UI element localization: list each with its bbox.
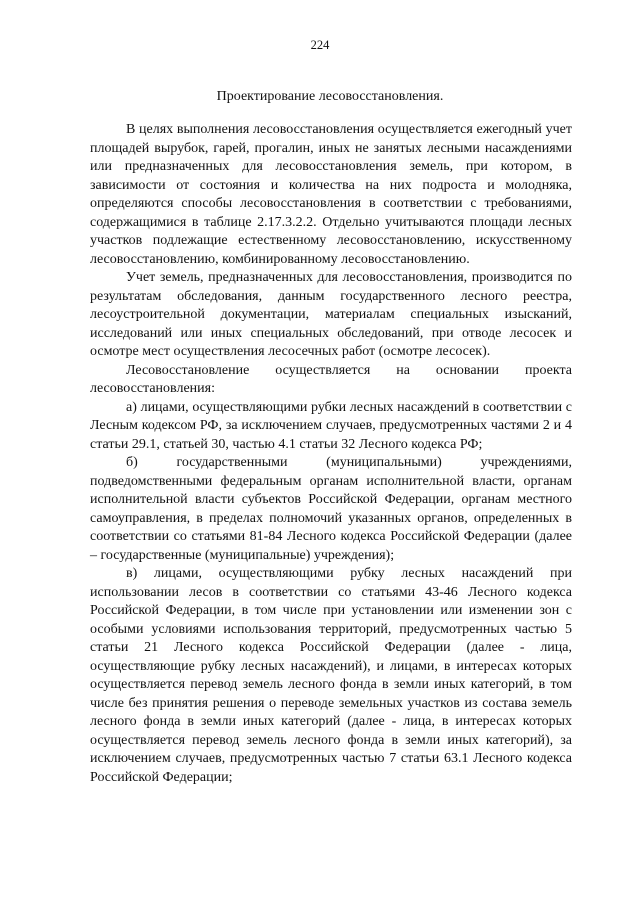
paragraph-item-c: в) лицами, осуществляющими рубку лесных насаждений при использовании лесов в соответствии со статьями 43-46 Лесного кодекса Российской Федерации, в том числе при установлении или изменении зон с особыми условиями использования территорий, предусмотренных частью 5 статьи 21 Лесного кодекса Российской Федерации (далее - лица, осуществляющие рубку лесных насаждений), и лицами, в интересах которых осуществляется перевод земель лесного фонда в земли иных категорий, в том числе без принятия решения о переводе земельных участков из состава земель лесного фонда в земли иных категорий (далее - лица, в интересах которых осуществляется перевод земель лесного фонда в земли иных категорий), за исключением случаев, предусмотренных частью 7 статьи 63.1 Лесного кодекса Российской Федерации; — [90, 566, 572, 785]
document-body — [90, 121, 572, 787]
paragraph-item-a: а) лицами, осуществляющими рубки лесных насаждений в соответствии с Лесным кодексом РФ, за исключением случаев, предусмотренных частями 2 и 4 статьи 29.1, статьей 30, частью 4.1 статьи 32 Лесного кодекса РФ; — [90, 399, 572, 452]
paragraph-land-accounting: Учет земель, предназначенных для лесовосстановления, производится по результатам обследования, данным государственного лесного реестра, лесоустроительной документации, материалам специальных изысканий, исследований или иных специальных обследований, при отводе лесосек и осмотре мест осуществления лесосечных работ (осмотре лесосек). — [90, 270, 572, 359]
document-title: Проектирование лесовосстановления. — [216, 89, 444, 104]
paragraph-project-basis: Лесовосстановление осуществляется на основании проекта лесовосстановления: — [90, 362, 572, 396]
paragraph-item-b: б) государственными (муниципальными) учреждениями, подведомственными федеральным органам исполнительной власти, органам исполнительной власти субъектов Российской Федерации, органам местного самоуправления, в пределах полномочий указанных органов, определенных в соответствии со статьями 81-84 Лесного кодекса Российской Федерации (далее – государственные (муниципальные) учреждения); — [90, 455, 572, 563]
page-number: 224 — [310, 38, 330, 52]
paragraph-accounting-purpose: В целях выполнения лесовосстановления осуществляется ежегодный учет площадей вырубок, гарей, прогалин, иных не занятых лесными насаждениями или предназначенных для лесовосстановления земель, при котором, в зависимости от состояния и количества на них подроста и молодняка, определяются способы лесовосстановления в соответствии с требованиями, содержащимися в таблице 2.17.3.2.2. Отдельно учитываются площади лесных участков подлежащие естественному лесовосстановлению, искусственному лесовосстановлению, комбинированному лесовосстановлению. — [90, 122, 572, 267]
